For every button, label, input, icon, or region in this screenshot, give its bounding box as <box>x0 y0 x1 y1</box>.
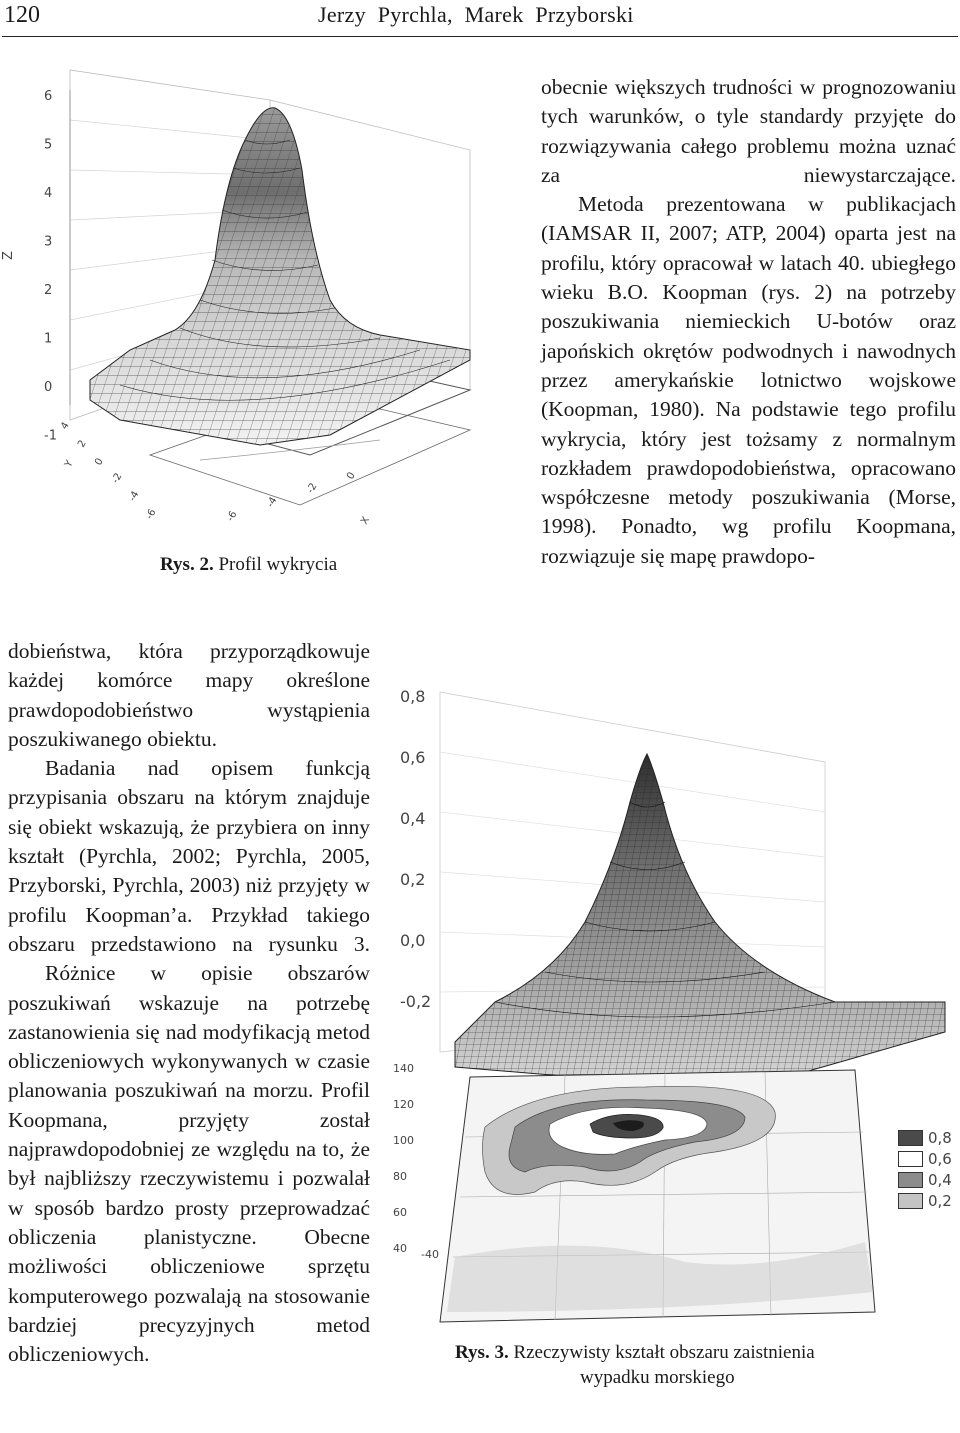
fig3-z-tick-label: -0,2 <box>400 992 432 1011</box>
fig2-x-tick-label: -2 <box>305 481 320 496</box>
fig2-y-tick-label: -2 <box>110 471 125 486</box>
right-paragraph-2: Metoda prezentowana w publikacjach (IAMSAR II, 2007; ATP, 2004) oparta jest na profilu, który opracował w latach 40. ubiegłego wieku B.O. Koopman (rys. 2) na potrzeby poszukiwania niemieckich U-botów oraz japońskich okrętów podwodnych i nawodnych przez amerykańskie lotnictwo wojskowe (Koopman, 1980). Na podstawie tego profilu wykrycia, który jest tożsamy z normalnym rozkładem prawdopodobieństwa, opracowano współczesne metody poszukiwania (Morse, 1998). Ponadto, wg profilu Koopmana, rozwiązuje się mapę prawdopo- <box>541 192 956 568</box>
fig2-y-tick-label: -6 <box>144 507 159 522</box>
figure-3-caption-line1 <box>455 1340 895 1365</box>
fig2-z-ticks <box>44 89 57 444</box>
figure-2-caption <box>160 552 337 577</box>
legend-label: 0,6 <box>928 1149 952 1168</box>
figure-3-surface-plot <box>385 672 960 1332</box>
legend-item <box>898 1169 958 1190</box>
fig3-z-ticks <box>400 687 431 1011</box>
fig3-axis-tick-label: 140 <box>393 1062 414 1075</box>
fig3-axis-tick-label: 60 <box>393 1206 407 1219</box>
fig3-z-tick-label: 0,8 <box>400 687 426 706</box>
figure-2-caption-text: Profil wykrycia <box>218 554 338 575</box>
fig2-z-tick-label: 2 <box>44 283 53 298</box>
fig2-z-tick-label: 6 <box>44 89 53 104</box>
legend-label: 0,4 <box>928 1170 952 1189</box>
fig2-z-tick-label: 0 <box>44 380 53 395</box>
fig2-x-tick-label: -6 <box>225 509 240 524</box>
fig3-z-tick-label: 0,0 <box>400 931 426 950</box>
figure-3-caption <box>455 1340 895 1390</box>
legend-item <box>898 1127 958 1148</box>
fig2-y-tick-label: 0 <box>93 456 106 468</box>
header-rule <box>2 36 958 37</box>
fig3-z-tick-label: 0,6 <box>400 748 426 767</box>
fig2-z-tick-label: 3 <box>44 234 53 250</box>
legend-item <box>898 1148 958 1169</box>
fig3-axis-tick-label: 80 <box>393 1170 407 1183</box>
figure-2-caption-label: Rys. 2. <box>160 554 214 575</box>
fig2-z-tick-label: 4 <box>44 186 53 201</box>
fig3-z-tick-label: 0,4 <box>400 809 426 828</box>
figure-2-surface-plot <box>0 60 510 550</box>
figure-3-legend <box>898 1127 958 1211</box>
left-paragraph-2: Badania nad opisem funkcją przypisania obszaru na którym znajduje się obiekt wskazują, że przybiera on inny kształt (Pyrchla, 2002; Pyrchla, 2005, Przyborski, Pyrchla, 2003) niż przyjęty w profilu Koopman’a. Przykład takiego obszaru przedstawiono na rysunku 3. <box>8 756 370 956</box>
fig3-z-tick-label: 0,2 <box>400 870 426 889</box>
fig2-y-tick-label: 2 <box>76 438 89 450</box>
figure-3-caption-label: Rys. 3. <box>455 1342 509 1363</box>
page-header <box>0 0 960 36</box>
legend-label: 0,2 <box>928 1191 952 1210</box>
left-column-text <box>8 637 370 1369</box>
fig2-x-ticks <box>225 470 358 523</box>
fig2-y-tick-label: -4 <box>127 489 142 504</box>
legend-item <box>898 1190 958 1211</box>
figure-3-caption-text: Rzeczywisty kształt obszaru zaistnienia <box>513 1342 815 1363</box>
running-head-authors: Jerzy Pyrchla, Marek Przyborski <box>318 2 634 27</box>
page-number: 120 <box>4 2 40 28</box>
fig2-z-tick-label: 1 <box>44 331 53 347</box>
right-paragraph-1: obecnie większych trudności w prognozowaniu tych warunków, o tyle standardy przyjęte do rozwiązywania całego problemu można uznać za niewystarczające. <box>541 75 956 187</box>
fig2-z-tick-label: 5 <box>44 137 53 153</box>
fig3-axis-tick-label: 120 <box>393 1098 414 1111</box>
legend-label: 0,8 <box>928 1128 952 1147</box>
left-paragraph-3: Różnice w opisie obszarów poszukiwań wskazuje na potrzebę zastanowienia się nad modyfikacją metod obliczeniowych wykonywanych w czasie planowania poszukiwań na morzu. Profil Koopmana, przyjęty został najprawdopodobniej ze względu na to, że był najbliższy rzeczywistemu i pozwalał w sposób bardzo prosty przeprowadzać obliczenia planistyczne. Obecne możliwości obliczeniowe sprzętu komputerowego pozwalają na stosowanie bardziej precyzyjnych metod obliczeniowych. <box>8 961 370 1367</box>
fig3-axis-ticks <box>393 1062 439 1261</box>
fig3-axis-tick-label: 40 <box>393 1242 407 1255</box>
right-column-text <box>541 73 956 571</box>
legend-swatch <box>898 1172 923 1188</box>
fig3-axis-tick-label: 100 <box>393 1134 414 1147</box>
legend-swatch <box>898 1130 923 1146</box>
legend-swatch <box>898 1151 923 1167</box>
legend-swatch <box>898 1193 923 1209</box>
figure-3-caption-line2: wypadku morskiego <box>580 1367 735 1388</box>
fig2-z-axis-label: Z <box>1 251 16 260</box>
fig2-y-axis-label: Y <box>63 458 76 470</box>
left-paragraph-1: dobieństwa, która przyporządkowuje każdej komórce mapy określone prawdopodobieństwo wystąpienia poszukiwanego obiektu. <box>8 639 370 751</box>
fig2-y-tick-label: 4 <box>59 420 72 432</box>
fig2-x-tick-label: 0 <box>345 470 358 482</box>
fig2-x-axis-label: X <box>359 515 373 527</box>
fig2-z-tick-label: -1 <box>44 428 57 444</box>
fig3-axis-tick-label: -40 <box>421 1248 439 1261</box>
fig2-x-tick-label: -4 <box>265 495 280 510</box>
fig2-y-ticks <box>59 420 159 521</box>
